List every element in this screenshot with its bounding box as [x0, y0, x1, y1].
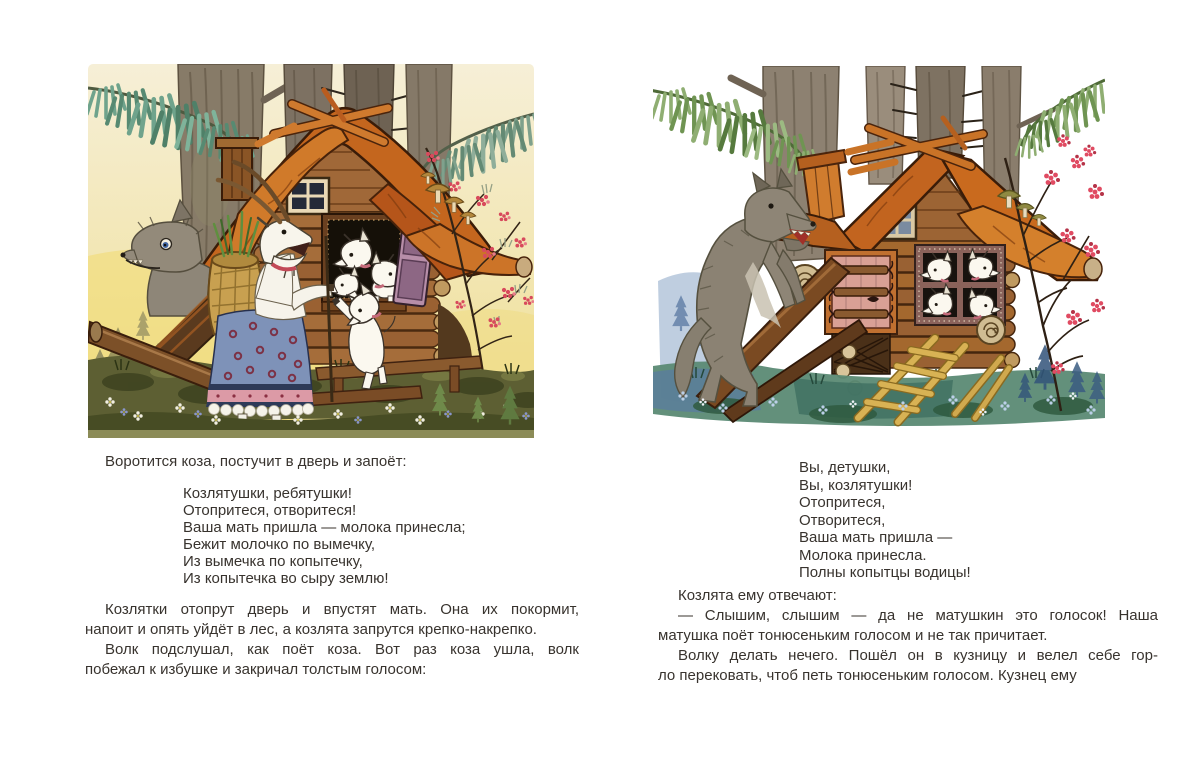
right-page-illustration [653, 66, 1105, 436]
left-page-illustration [88, 64, 534, 438]
goat-song-verse: Козлятушки, ребятушки! Отопритеся, отворитеся! Ваша мать пришла — молока принесла; Бежит молочко по вымечку, Из вымечка по копытечку, Из копытечка во сыру землю! [183, 485, 466, 587]
paragraph: — Слышим, слышим — да не матушкин это голосок! Наша матушка поёт тонюсеньким голосом и не так причитает. [658, 606, 1158, 644]
narration-paragraphs [85, 600, 579, 680]
right-page-text-column [658, 459, 1158, 686]
left-page-text-column [85, 452, 579, 680]
window-with-kids [915, 245, 1005, 325]
paragraph: Волк подслушал, как поёт коза. Вот раз коза ушла, волк побежал к избушке и закричал толстым голосом: [85, 641, 579, 678]
log-end-spiral [977, 316, 1005, 344]
paragraph: Козлятки отопрут дверь и впустят мать. Она их покормит, напоит и опять уйдёт в лес, а козлята запрутся крепко-накрепко. [85, 601, 579, 638]
paragraph: Волку делать нечего. Пошёл он в кузницу и велел себе гор- ло перековать, чтоб петь тонюсеньким голосом. Кузнец ему [658, 646, 1158, 684]
paragraph-answer-intro: Козлята ему отвечают: [678, 586, 837, 604]
narration-intro: Воротится коза, постучит в дверь и запоёт: [105, 453, 407, 470]
wolf-song-verse: Вы, детушки, Вы, козлятушки! Отопритеся, Отворитеся, Ваша мать пришла — Молока принесла. Полны копытцы водицы! [799, 459, 971, 581]
